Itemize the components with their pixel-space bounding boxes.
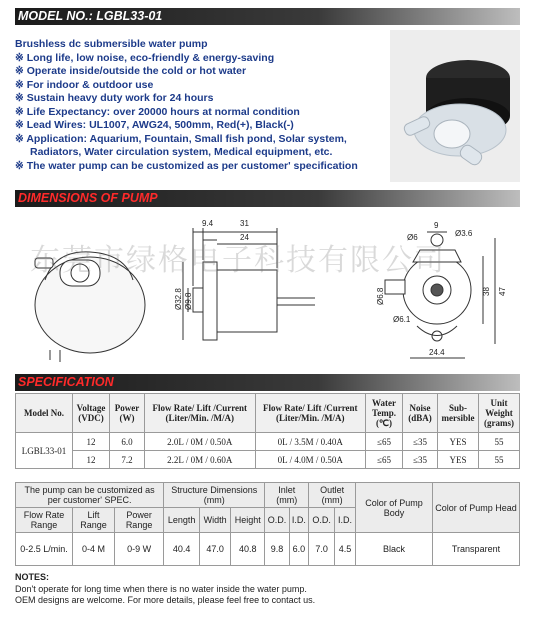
intro-title: Brushless dc submersible water pump <box>15 38 208 50</box>
dim-d9-8: Ø9.8 <box>184 292 193 310</box>
note-line: Don't operate for long time when there is no water inside the water pump. <box>15 583 307 594</box>
watermark: 东莞市绿格电子科技有限公司 <box>30 243 446 278</box>
model-number: LGBL33-01 <box>96 9 163 23</box>
notes-block <box>15 572 315 607</box>
note-line: OEM designs are welcome. For more details, please feel free to contact us. <box>15 595 316 605</box>
dim-d6-8: Ø6.8 <box>376 287 385 305</box>
intro-block <box>15 38 385 173</box>
feature-item: ※ Operate inside/outside the cold or hot water <box>15 65 247 77</box>
dimensions-header: DIMENSIONS OF PUMP <box>15 190 520 207</box>
dim-9-4: 9.4 <box>202 219 214 228</box>
table-row: 0-2.5 L/min. 0-4 M 0-9 W 40.4 47.0 40.8 9.8 6.0 7.0 4.5 Black Transparent <box>16 533 520 566</box>
spec-table <box>15 393 520 469</box>
feature-item: ※ Application: Aquarium, Fountain, Small fish pond, Solar system, <box>15 132 347 145</box>
custom-subheader-row: Flow Rate Range Lift Range Power Range Length Width Height O.D. I.D. O.D. I.D. <box>16 508 520 533</box>
dim-d6-1: Ø6.1 <box>393 315 411 324</box>
dim-d3-6: Ø3.6 <box>455 229 473 238</box>
pump-photo-image <box>390 30 520 182</box>
dim-31: 31 <box>240 219 249 228</box>
dim-47: 47 <box>498 287 507 296</box>
pump-photo <box>390 30 520 182</box>
dim-38: 38 <box>482 287 491 296</box>
custom-header-row: The pump can be customized as per customer' SPEC. Structure Dimensions (mm) Inlet (mm) Outlet (mm) Color of Pump Body Color of Pump Head <box>16 483 520 508</box>
notes-title: NOTES: <box>15 572 50 582</box>
custom-table <box>15 482 520 566</box>
feature-item: ※ For indoor & outdoor use <box>15 78 154 91</box>
dim-d6: Ø6 <box>407 233 418 242</box>
table-row: 12 7.2 2.2L / 0M / 0.60A 0L / 4.0M / 0.50A ≤65 ≤35 YES 55 <box>16 451 520 469</box>
feature-item: ※ Lead Wires: UL1007, AWG24, 500mm, Red(+), Black(-) <box>15 119 294 131</box>
feature-item: ※ Life Expectancy: over 20000 hours at normal condition <box>15 105 300 118</box>
model-header <box>15 8 520 25</box>
spec-model-cell: LGBL33-01 <box>16 433 73 469</box>
feature-item: ※ Sustain heavy duty work for 24 hours <box>15 92 214 104</box>
dim-24: 24 <box>240 233 249 242</box>
dim-9: 9 <box>434 221 439 230</box>
feature-item: ※ Long life, low noise, eco-friendly & energy-saving <box>15 51 275 64</box>
specification-header: SPECIFICATION <box>15 374 520 391</box>
dim-24-4: 24.4 <box>429 348 445 357</box>
model-label: MODEL NO.: <box>18 9 93 23</box>
feature-item: ※ The water pump can be customized as per customer' specification <box>15 159 358 172</box>
dimension-drawing <box>15 210 520 370</box>
table-row: LGBL33-01 12 6.0 2.0L / 0M / 0.50A 0L / 3.5M / 0.40A ≤65 ≤35 YES 55 <box>16 433 520 451</box>
spec-header-row: Model No. Voltage (VDC) Power (W) Flow Rate/ Lift /Current (Liter/Min. /M/A) Flow Rate/ Lift /Current (Liter/Min. /M/A) Water Temp. (℃) Noise (dBA) Sub-mersible Unit Weight (grams) <box>16 394 520 433</box>
feature-item-cont: Radiators, Water circulation system, Medical equipment, etc. <box>30 146 333 158</box>
dim-d32-8: Ø32.8 <box>174 288 183 310</box>
